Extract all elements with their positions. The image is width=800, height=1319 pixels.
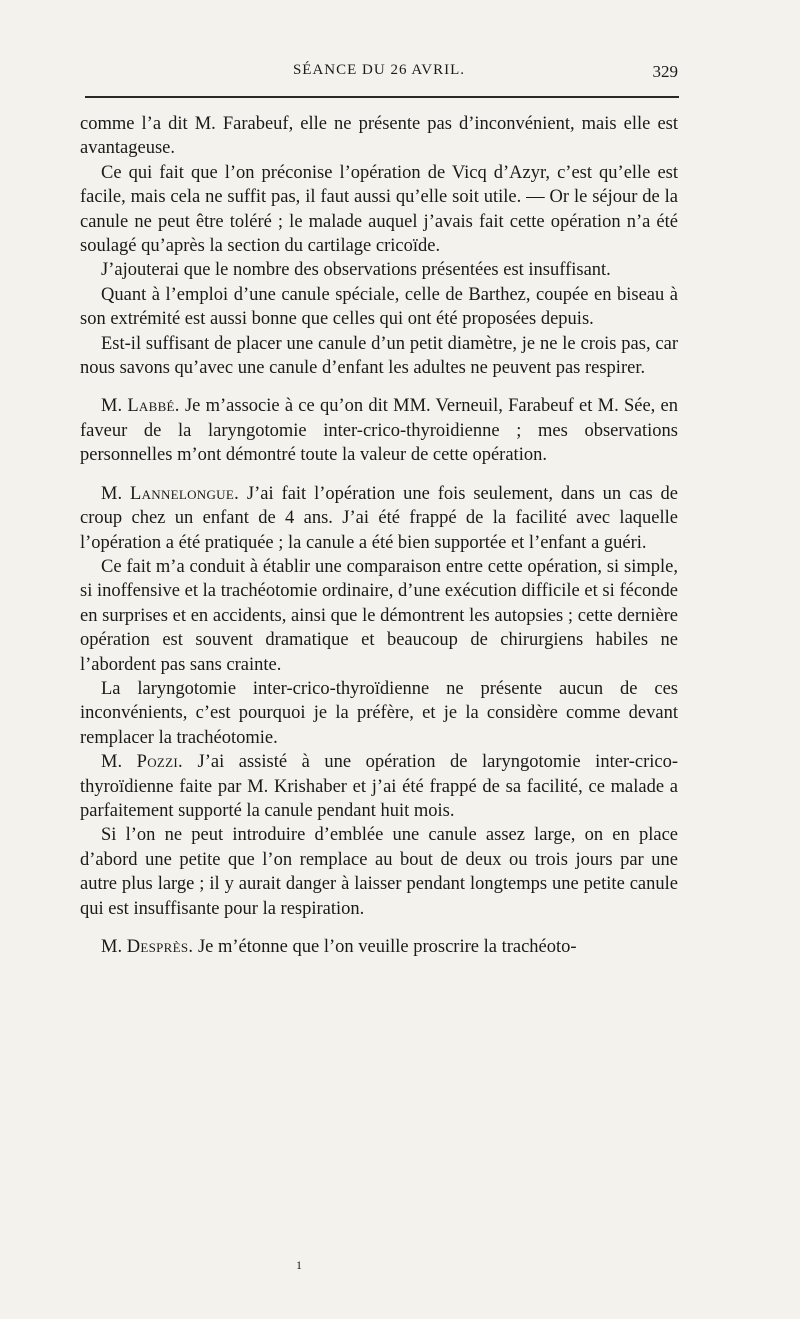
paragraph-despres: M. Desprès. Je m’étonne que l’on veuille proscrire la trachéoto- — [101, 937, 577, 957]
paragraph-comparison: Ce fait m’a conduit à établir une comparaison entre cette opération, si simple, si inoffensive et la trachéotomie ordinaire, d’une exécution difficile et si féconde en surprises et en accidents, ainsi que le démontrent les autopsies ; cette dernière opération est souvent dramatique et beaucoup de chirurgiens habiles ne l’abordent pas sans crainte. — [80, 556, 678, 675]
paragraph-small-canula: Est-il suffisant de placer une canule d’un petit diamètre, je ne le crois pas, car nous savons qu’avec une canule d’enfant les adultes ne peuvent pas respirer. — [80, 333, 678, 379]
speaker-name: Labbé. — [127, 396, 180, 417]
speaker-name: Desprès. — [126, 937, 194, 957]
paragraph-preference: La laryngotomie inter-crico-thyroïdienne ne présente aucun de ces inconvénients, c’est pourquoi je la préfère, et je la considère comme devant remplacer la trachéotomie. — [80, 678, 678, 748]
header-rule — [85, 96, 679, 98]
paragraph-labbe: M. Labbé. Je m’associe à ce qu’on dit MM. Verneuil, Farabeuf et M. Sée, en faveur de la laryngotomie inter-crico-thyroidienne ; mes observations personnelles m’ont démontré toute la valeur de cette opération. — [80, 396, 679, 466]
signature-mark: 1 — [296, 1258, 302, 1272]
page-number: 329 — [652, 62, 678, 81]
paragraph-large-canula: Si l’on ne peut introduire d’emblée une canule assez large, on en place d’abord une petite que l’on remplace au bout de deux ou trois jours par une autre plus large ; il y aurait danger à laisser pendant longtemps une petite canule qui est insuffisante pour la respiration. — [80, 825, 678, 919]
paragraph-continuation: comme l’a dit M. Farabeuf, elle ne présente pas d’inconvénient, mais elle est avantageuse. — [80, 114, 678, 159]
paragraph-vicq-dazyr: Ce qui fait que l’on préconise l’opération de Vicq d’Azyr, c’est qu’elle est facile, mais cela ne suffit pas, il faut aussi qu’elle soit utile. — Or le séjour de la canule ne peut être toléré ; le malade auquel j’avais fait cette opération n’a été soulagé qu’après la section du cartilage cricoïde. — [80, 162, 678, 257]
paragraph-observations: J’ajouterai que le nombre des observations présentées est insuffisant. — [101, 260, 611, 281]
speaker-name: Lannelongue. — [129, 483, 240, 504]
paragraph-barthez-canula: Quant à l’emploi d’une canule spéciale, celle de Barthez, coupée en biseau à son extrémité est aussi bonne que celles qui ont été proposées depuis. — [80, 284, 678, 330]
body-text — [80, 112, 678, 959]
paragraph-pozzi: M. Pozzi. J’ai assisté à une opération de laryngotomie inter-crico-thyroïdienne faite par M. Krishaber et j’ai été frappé de sa facilité, ce malade a parfaitement supporté la canule pendant huit mois. — [80, 752, 678, 821]
paragraph-lannelongue: M. Lannelongue. J’ai fait l’opération une fois seulement, dans un cas de croup chez un enfant de 4 ans. J’ai été frappé de la facilité avec laquelle l’opération a été pratiquée ; la canule a été bien supportée et l’enfant a guéri. — [80, 483, 679, 553]
speaker-name: Pozzi. — [136, 752, 183, 773]
running-head — [80, 62, 678, 86]
running-title: SÉANCE DU 26 AVRIL. — [292, 62, 466, 78]
